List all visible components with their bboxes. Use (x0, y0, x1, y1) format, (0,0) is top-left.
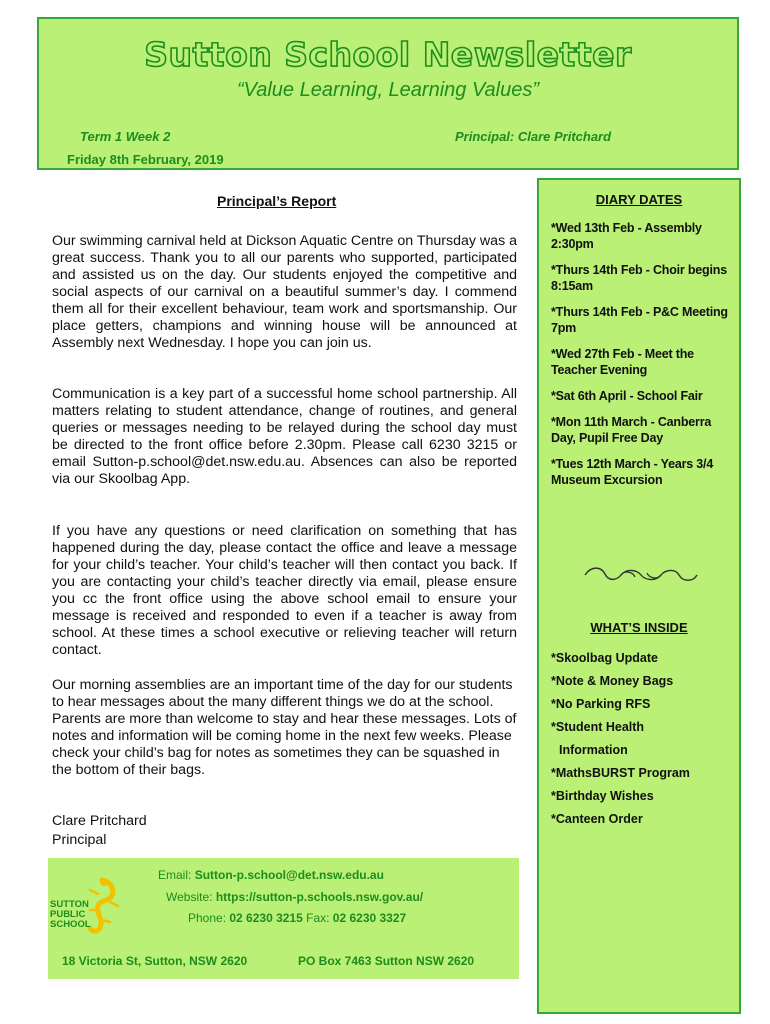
list-item: *MathsBURST Program (551, 766, 690, 780)
contact-footer (48, 858, 519, 979)
newsletter-title: Sutton School Newsletter (144, 35, 632, 74)
footer-po-box: PO Box 7463 Sutton NSW 2620 (298, 954, 475, 968)
list-item: *Birthday Wishes (551, 789, 654, 803)
signature-title: Principal (52, 832, 107, 848)
issue-date: Friday 8th February, 2019 (67, 152, 224, 167)
report-paragraph: Communication is a key part of a successful home school partnership. All matters relating to student attendance, change of routines, and general queries or messages needing to be relayed during the school day must be directed to the front office before 2.30pm. Please call 6230 3215 or email Sutton-p.school@det.nsw.edu.au. Absences can also be reported via our Skoolbag App. (52, 386, 517, 487)
report-paragraph: Our morning assemblies are an important time of the day for our students to hear messages about the many different things we do at the school. Parents are more than welcome to stay and hear these messages. Lots of notes and information will be coming home in the next few weeks. Please check your child’s bag for notes as sometimes they can be squashed in the bottom of their bags. (52, 677, 517, 778)
list-item: *Sat 6th April - School Fair (551, 389, 703, 403)
report-paragraph: If you have any questions or need clarification on something that has happened during the day, please contact the office and leave a message for your child’s teacher. Your child’s teacher will then contact you back. If you are contacting your child’s teacher directly via email, please ensure you cc the front office using the above school email to ensure your message is received and responded to even if a teacher is away from school. At these times a school executive or relieving teacher will return contact. (52, 523, 517, 658)
newsletter-header (37, 17, 739, 170)
list-item: *Wed 27th Feb - Meet the Teacher Evening (551, 347, 694, 377)
footer-phone: Phone: 02 6230 3215 Fax: 02 6230 3327 (188, 911, 407, 925)
signature (52, 812, 147, 850)
diary-list (551, 220, 731, 498)
list-item: *Skoolbag Update (551, 651, 658, 665)
diary-dates-heading: DIARY DATES (595, 192, 683, 207)
list-item: *Tues 12th March - Years 3/4 Museum Excursion (551, 457, 714, 487)
principals-report-heading: Principal’s Report (217, 193, 337, 209)
school-motto: “Value Learning, Learning Values” (236, 79, 540, 101)
school-logo-text: SUTTON PUBLIC SCHOOL (50, 899, 91, 930)
list-item: *Wed 13th Feb - Assembly 2:30pm (551, 221, 702, 251)
principal-name: Principal: Clare Pritchard (455, 129, 612, 144)
report-paragraph: Our swimming carnival held at Dickson Aquatic Centre on Thursday was a great success. Thank you to all our parents who supported, participated and assisted us on the day. Our students enjoyed the competitive and social aspects of our carnival on a beautiful summer’s day. I commend them all for their excellent behaviour, team work and sportsmanship. Our place getters, champions and winning house will be announced at Assembly next Wednesday. I hope you can join us. (52, 233, 517, 351)
sidebar (537, 178, 741, 1014)
list-item: *Student Health (551, 720, 645, 734)
footer-address: 18 Victoria St, Sutton, NSW 2620 (62, 954, 248, 968)
list-item: *Thurs 14th Feb - P&C Meeting 7pm (551, 305, 728, 335)
footer-email: Email: Sutton-p.school@det.nsw.edu.au (158, 868, 384, 882)
email-link[interactable]: Sutton-p.school@det.nsw.edu.au (194, 868, 384, 882)
list-item: *Note & Money Bags (551, 674, 674, 688)
whats-inside-heading: WHAT’S INSIDE (590, 620, 688, 635)
term-week: Term 1 Week 2 (80, 129, 171, 144)
list-item: *Thurs 14th Feb - Choir begins 8:15am (551, 263, 727, 293)
list-item: *No Parking RFS (551, 697, 651, 711)
list-item: Information (559, 743, 628, 757)
footer-website: Website: https://sutton-p.schools.nsw.gov.au/ (166, 890, 424, 904)
whats-inside-list (551, 650, 731, 834)
list-item: *Mon 11th March - Canberra Day, Pupil Free Day (551, 415, 712, 445)
signature-name: Clare Pritchard (52, 813, 147, 829)
website-link[interactable]: https://sutton-p.schools.nsw.gov.au/ (215, 890, 424, 904)
flourish-divider-icon (581, 564, 701, 586)
list-item: *Canteen Order (551, 812, 643, 826)
